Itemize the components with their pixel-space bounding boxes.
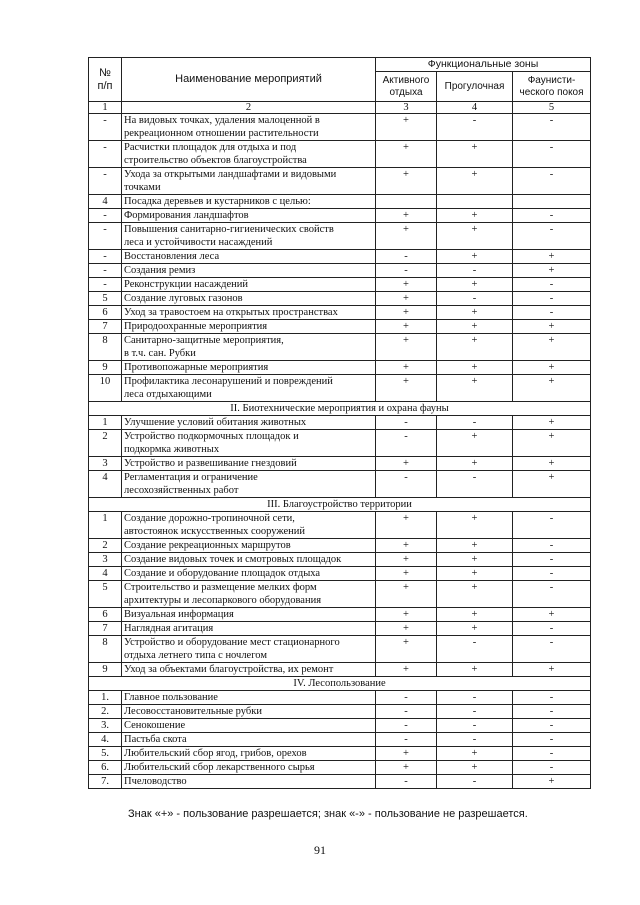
row-number: 5. [89,747,122,761]
table-row [89,223,591,250]
zone-active-mark: - [376,691,437,705]
measure-name: Противопожарные мероприятия [122,361,376,375]
row-number: 3 [89,457,122,471]
zone-fauna-mark: - [513,733,591,747]
measure-name: Устройство и развешивание гнездовий [122,457,376,471]
zone-fauna-mark: + [513,250,591,264]
row-number: 7 [89,320,122,334]
header-number: № п/п [89,58,122,102]
section-row [89,677,591,691]
table-row [89,747,591,761]
zone-fauna-mark: - [513,512,591,539]
zone-active-mark: + [376,567,437,581]
zone-fauna-mark: - [513,223,591,250]
zone-walk-mark: - [437,691,513,705]
zone-fauna-mark: + [513,608,591,622]
zone-active-mark: + [376,622,437,636]
row-number: 4 [89,195,122,209]
row-number: 6. [89,761,122,775]
row-number: 2 [89,539,122,553]
zone-walk-mark: + [437,539,513,553]
table-row [89,114,591,141]
column-index-row [89,102,591,114]
table-row [89,195,591,209]
measure-name: Любительский сбор лекарственного сырья [122,761,376,775]
zone-walk-mark: + [437,512,513,539]
zone-active-mark: + [376,361,437,375]
zone-walk-mark: + [437,278,513,292]
zone-fauna-mark: + [513,457,591,471]
table-row [89,512,591,539]
header-measure-name: Наименование мероприятий [122,58,376,102]
row-number: 8 [89,334,122,361]
section-row [89,498,591,512]
table-row [89,775,591,789]
zone-fauna-mark: - [513,719,591,733]
measure-name: Природоохранные мероприятия [122,320,376,334]
zone-walk-mark: + [437,747,513,761]
zone-fauna-mark: - [513,761,591,775]
table-row [89,375,591,402]
zone-active-mark: - [376,719,437,733]
zone-active-mark [376,195,437,209]
zone-active-mark: + [376,539,437,553]
zone-fauna-mark: + [513,320,591,334]
measure-name: На видовых точках, удаления малоценной в рекреационном отношении растительности [122,114,376,141]
zone-walk-mark: - [437,733,513,747]
zone-fauna-mark: - [513,691,591,705]
table-row [89,553,591,567]
table-row [89,608,591,622]
zone-fauna-mark: - [513,636,591,663]
zone-active-mark: + [376,553,437,567]
page-number: 91 [314,843,326,857]
measures-table [88,57,591,789]
measure-name: Реконструкции насаждений [122,278,376,292]
measure-name: Создание дорожно-тропиночной сети, автостоянок искусственных сооружений [122,512,376,539]
table-row [89,761,591,775]
measure-name: Строительство и размещение мелких форм архитектуры и лесопаркового оборудования [122,581,376,608]
row-number: 1 [89,416,122,430]
zone-walk-mark: - [437,719,513,733]
row-number: 9 [89,663,122,677]
index-cell: 5 [513,102,591,114]
zone-walk-mark: + [437,209,513,223]
zone-fauna-mark: + [513,416,591,430]
zone-active-mark: - [376,430,437,457]
measure-name: Устройство и оборудование мест стационарного отдыха летнего типа с ночлегом [122,636,376,663]
table-row [89,636,591,663]
zone-fauna-mark: - [513,581,591,608]
row-number: 2. [89,705,122,719]
table-row [89,471,591,498]
zone-fauna-mark: - [513,553,591,567]
zone-walk-mark: - [437,636,513,663]
zone-walk-mark: + [437,306,513,320]
table-row [89,250,591,264]
zone-fauna-mark: - [513,278,591,292]
zone-fauna-mark: - [513,292,591,306]
zone-walk-mark: + [437,168,513,195]
zone-fauna-mark: - [513,747,591,761]
row-number: - [89,264,122,278]
zone-active-mark: + [376,663,437,677]
zone-walk-mark: - [437,292,513,306]
row-number: - [89,278,122,292]
zone-walk-mark: + [437,581,513,608]
measure-name: Ухода за открытыми ландшафтами и видовыми точками [122,168,376,195]
zone-active-mark: + [376,761,437,775]
zone-active-mark: - [376,775,437,789]
measure-name: Создание луговых газонов [122,292,376,306]
row-number: 10 [89,375,122,402]
measure-name: Наглядная агитация [122,622,376,636]
zone-fauna-mark [513,195,591,209]
table-row [89,705,591,719]
table-row [89,663,591,677]
measure-name: Создание рекреационных маршрутов [122,539,376,553]
zone-walk-mark: + [437,375,513,402]
measure-name: Создание видовых точек и смотровых площадок [122,553,376,567]
zone-active-mark: - [376,733,437,747]
table-row [89,141,591,168]
row-number: 7. [89,775,122,789]
zone-active-mark: + [376,747,437,761]
zone-walk-mark: - [437,264,513,278]
zone-fauna-mark: - [513,705,591,719]
measure-name: Создание и оборудование площадок отдыха [122,567,376,581]
measure-name: Санитарно-защитные мероприятия, в т.ч. сан. Рубки [122,334,376,361]
row-number: 5 [89,292,122,306]
zone-active-mark: - [376,471,437,498]
zone-walk-mark: - [437,114,513,141]
table-row [89,278,591,292]
table-row [89,691,591,705]
section-title: III. Благоустройство территории [89,498,591,512]
index-cell: 2 [122,102,376,114]
zone-active-mark: + [376,306,437,320]
zone-walk-mark: - [437,775,513,789]
measure-name: Пастьба скота [122,733,376,747]
zone-fauna-mark: - [513,168,591,195]
measure-name: Формирования ландшафтов [122,209,376,223]
zone-walk-mark: + [437,553,513,567]
measure-name: Любительский сбор ягод, грибов, орехов [122,747,376,761]
legend-note: Знак «+» - пользование разрешается; знак «-» - пользование не разрешается. [128,808,528,820]
zone-active-mark: + [376,457,437,471]
table-row [89,334,591,361]
zone-fauna-mark: - [513,141,591,168]
table-row [89,416,591,430]
row-number: 8 [89,636,122,663]
measure-name: Расчистки площадок для отдыха и под строительство объектов благоустройства [122,141,376,168]
zone-active-mark: - [376,264,437,278]
measure-name: Лесовосстановительные рубки [122,705,376,719]
table-row [89,539,591,553]
measure-name: Визуальная информация [122,608,376,622]
zone-active-mark: + [376,581,437,608]
measure-name: Уход за объектами благоустройства, их ремонт [122,663,376,677]
measure-name: Профилактика лесонарушений и повреждений леса отдыхающими [122,375,376,402]
zone-active-mark: + [376,278,437,292]
zone-walk-mark: - [437,471,513,498]
row-number: 3. [89,719,122,733]
zone-fauna-mark: + [513,430,591,457]
measure-name: Регламентация и ограничение лесохозяйственных работ [122,471,376,498]
zone-walk-mark: + [437,622,513,636]
row-number: 4 [89,567,122,581]
header-zone-fauna: Фаунисти- ческого покоя [513,72,591,102]
row-number: 9 [89,361,122,375]
measure-name: Сенокошение [122,719,376,733]
zone-walk-mark: + [437,320,513,334]
row-number: 3 [89,553,122,567]
zone-active-mark: - [376,416,437,430]
zone-walk-mark: + [437,141,513,168]
zone-active-mark: - [376,250,437,264]
zone-walk-mark: - [437,416,513,430]
zone-active-mark: + [376,608,437,622]
row-number: - [89,114,122,141]
table-row [89,292,591,306]
row-number: - [89,141,122,168]
row-number: - [89,223,122,250]
zone-walk-mark: - [437,705,513,719]
measure-name: Посадка деревьев и кустарников с целью: [122,195,376,209]
table-row [89,168,591,195]
row-number: 1. [89,691,122,705]
table-row [89,306,591,320]
header-zone-active: Активного отдыха [376,72,437,102]
zone-active-mark: + [376,512,437,539]
zone-walk-mark [437,195,513,209]
zone-fauna-mark: + [513,471,591,498]
header-zone-walk: Прогулочная [437,72,513,102]
zone-fauna-mark: + [513,775,591,789]
zone-active-mark: + [376,223,437,250]
table-body [89,114,591,789]
zone-fauna-mark: - [513,306,591,320]
zone-active-mark: + [376,320,437,334]
zone-fauna-mark: - [513,209,591,223]
zone-fauna-mark: + [513,663,591,677]
row-number: 4. [89,733,122,747]
row-number: 6 [89,608,122,622]
measure-name: Восстановления леса [122,250,376,264]
table-row [89,457,591,471]
row-number: - [89,209,122,223]
zone-walk-mark: + [437,567,513,581]
zone-fauna-mark: + [513,264,591,278]
zone-active-mark: - [376,705,437,719]
section-row [89,402,591,416]
zone-walk-mark: + [437,761,513,775]
zone-active-mark: + [376,334,437,361]
zone-active-mark: + [376,168,437,195]
measure-name: Улучшение условий обитания животных [122,416,376,430]
row-number: - [89,250,122,264]
index-cell: 3 [376,102,437,114]
row-number: 7 [89,622,122,636]
measure-name: Уход за травостоем на открытых пространствах [122,306,376,320]
table-row [89,719,591,733]
zone-active-mark: + [376,114,437,141]
table-row [89,320,591,334]
table-row [89,733,591,747]
table-row [89,361,591,375]
zone-walk-mark: + [437,608,513,622]
zone-active-mark: + [376,375,437,402]
zone-fauna-mark: - [513,539,591,553]
table-row [89,430,591,457]
measure-name: Повышения санитарно-гигиенических свойств леса и устойчивости насаждений [122,223,376,250]
row-number: 1 [89,512,122,539]
zone-fauna-mark: + [513,334,591,361]
table-row [89,209,591,223]
row-number: 4 [89,471,122,498]
header-functional-zones: Функциональные зоны [376,58,591,72]
index-cell: 4 [437,102,513,114]
measure-name: Главное пользование [122,691,376,705]
zone-fauna-mark: - [513,114,591,141]
row-number: 5 [89,581,122,608]
table-row [89,581,591,608]
measure-name: Создания ремиз [122,264,376,278]
zone-walk-mark: + [437,457,513,471]
zone-fauna-mark: + [513,361,591,375]
table-row [89,622,591,636]
row-number: 2 [89,430,122,457]
zone-active-mark: + [376,292,437,306]
zone-walk-mark: + [437,334,513,361]
row-number: 6 [89,306,122,320]
zone-fauna-mark: + [513,375,591,402]
zone-walk-mark: + [437,250,513,264]
zone-walk-mark: + [437,361,513,375]
zone-active-mark: + [376,141,437,168]
measure-name: Устройство подкормочных площадок и подкормка животных [122,430,376,457]
zone-active-mark: + [376,636,437,663]
zone-active-mark: + [376,209,437,223]
index-cell: 1 [89,102,122,114]
zone-walk-mark: + [437,430,513,457]
measure-name: Пчеловодство [122,775,376,789]
zone-fauna-mark: - [513,622,591,636]
zone-walk-mark: + [437,663,513,677]
table-row [89,264,591,278]
row-number: - [89,168,122,195]
zone-walk-mark: + [437,223,513,250]
table-row [89,567,591,581]
section-title: II. Биотехнические мероприятия и охрана фауны [89,402,591,416]
section-title: IV. Лесопользование [89,677,591,691]
zone-fauna-mark: - [513,567,591,581]
